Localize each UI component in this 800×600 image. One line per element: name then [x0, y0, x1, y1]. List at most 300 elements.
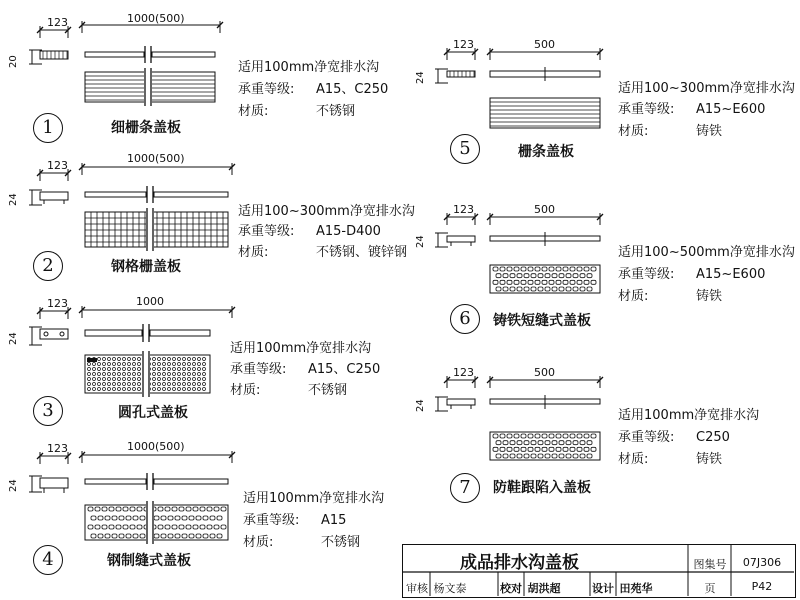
item7-plate-slot — [580, 454, 585, 458]
item4-plate-slot — [133, 534, 138, 538]
item3-plate-hole — [203, 373, 206, 376]
item4-dim-width: 123 — [47, 442, 68, 455]
item4-plate-slot — [123, 507, 128, 511]
item4-plate-slot — [189, 534, 194, 538]
item3-plate-hole — [178, 373, 181, 376]
item3-plate-hole — [108, 373, 111, 376]
item4-plate-slot — [165, 525, 170, 529]
item2-number: 2 — [33, 251, 63, 281]
item3-plate-hole — [193, 388, 196, 391]
item7-plate-slot — [517, 441, 522, 445]
item7-plate-slot — [587, 441, 592, 445]
item4-plate-slot — [189, 516, 194, 520]
item3-side-bar-left — [85, 330, 142, 336]
page-label: 页 — [704, 582, 716, 595]
item3-plate-hole — [193, 383, 196, 386]
item6-grade-label: 承重等级: — [618, 267, 675, 282]
item6-plate-slot — [531, 274, 536, 278]
item2-material: 不锈钢、镀锌钢 — [316, 245, 408, 260]
item3-plate-hole — [103, 388, 106, 391]
item4-plate-slot — [102, 507, 107, 511]
item6-material: 铸铁 — [696, 289, 723, 304]
item7-plate-slot — [521, 434, 526, 438]
item3-plate-hole — [138, 378, 141, 381]
item3-plate-hole — [193, 363, 196, 366]
item3-plate-hole — [103, 378, 106, 381]
item6-grade: A15~E600 — [696, 267, 766, 282]
item4-plate-slot — [221, 507, 226, 511]
item3-plate-hole — [93, 368, 96, 371]
item4-plate-slot — [168, 516, 173, 520]
item3-plate-hole — [118, 368, 121, 371]
item3-plate-hole — [128, 373, 131, 376]
item4-plate-slot — [179, 525, 184, 529]
item3-plate-hole — [133, 363, 136, 366]
item6-plate-slot — [591, 267, 596, 271]
item5-material: 铸铁 — [696, 124, 723, 139]
item3-plate-hole — [198, 373, 201, 376]
check-label: 校对 — [500, 582, 522, 595]
item6-plate-slot — [517, 274, 522, 278]
item6-plate-slot — [496, 274, 501, 278]
item3-plate-hole — [203, 383, 206, 386]
item3-plate-hole — [133, 368, 136, 371]
item4-plate-slot — [154, 516, 159, 520]
item4-plate-slot — [158, 507, 163, 511]
item6-name: 铸铁短缝式盖板 — [493, 313, 591, 329]
item4-section — [40, 478, 68, 488]
item3-plate-hole — [168, 373, 171, 376]
item7-plate-slot — [573, 454, 578, 458]
item3-plate-hole — [118, 358, 121, 361]
item4-plate-slot — [200, 525, 205, 529]
item4-plate-slot — [172, 525, 177, 529]
item3-plate-hole — [183, 388, 186, 391]
item6-plate-slot — [556, 267, 561, 271]
item4-plate-slot — [123, 525, 128, 529]
item7-plate-slot — [538, 454, 543, 458]
item3-plate-hole — [103, 363, 106, 366]
item7-plate-slot — [514, 447, 519, 451]
item6-plate-slot — [528, 267, 533, 271]
item3-plate-hole — [178, 358, 181, 361]
item6-plate-slot — [493, 280, 498, 284]
item3-plate-hole — [98, 383, 101, 386]
item4-plate-slot — [161, 516, 166, 520]
item6-dim-length: 500 — [534, 203, 555, 216]
item3-plate-hole — [198, 368, 201, 371]
item6-plate-slot — [587, 274, 592, 278]
item5-name: 栅条盖板 — [518, 144, 574, 160]
item7-plate-slot — [591, 447, 596, 451]
item3-plate-hole — [113, 368, 116, 371]
item6-plate-slot — [584, 267, 589, 271]
item3-plate-hole — [163, 368, 166, 371]
item5-section — [447, 71, 475, 77]
item7-material: 铸铁 — [696, 452, 723, 467]
item7-plate-slot — [563, 447, 568, 451]
item2-name: 钢格栅盖板 — [111, 259, 181, 275]
item2-grade: A15-D400 — [316, 224, 381, 239]
item6-plate-slot — [535, 267, 540, 271]
item3-plate-hole — [118, 383, 121, 386]
item3-plate-hole — [123, 378, 126, 381]
item3-plate-hole — [168, 358, 171, 361]
item3-plate-hole — [183, 368, 186, 371]
item3-plate-hole — [158, 383, 161, 386]
item6-plate-slot — [587, 287, 592, 291]
item3-plate-hole — [153, 388, 156, 391]
item3-plate-hole — [168, 363, 171, 366]
atlas-number-label: 图集号 — [693, 558, 727, 571]
item3-plate-hole — [163, 363, 166, 366]
item7-plate-slot — [503, 441, 508, 445]
sheet-title: 成品排水沟盖板 — [460, 553, 579, 573]
item3-plate-hole — [163, 373, 166, 376]
item3-plate-hole — [153, 378, 156, 381]
item3-plate-hole — [183, 358, 186, 361]
item3-plate-hole — [88, 368, 91, 371]
item6-plate-slot — [521, 280, 526, 284]
item4-plate-slot — [102, 525, 107, 529]
item2-dim-width: 123 — [47, 159, 68, 172]
item7-plate-slot — [549, 434, 554, 438]
page-number: P42 — [751, 580, 773, 593]
item4-plate-slot — [168, 534, 173, 538]
item2-dim-height: 24 — [8, 193, 19, 206]
item6-plate-slot — [528, 280, 533, 284]
item5-dim-length: 500 — [534, 38, 555, 51]
item3-plate-hole — [198, 358, 201, 361]
item3-plate-hole — [158, 373, 161, 376]
item6-plate-slot — [552, 287, 557, 291]
item3-plate-hole — [98, 388, 101, 391]
item3-plate-hole — [133, 383, 136, 386]
item3-plate-hole — [153, 383, 156, 386]
item4-grade: A15 — [321, 513, 347, 528]
item3-plate-hole — [93, 363, 96, 366]
item3-plate-hole — [168, 378, 171, 381]
item3-plate-hole — [153, 358, 156, 361]
item6-plate-slot — [552, 274, 557, 278]
item4-dim-height: 24 — [8, 479, 19, 492]
item6-plate-slot — [510, 287, 515, 291]
item7-plate-slot — [552, 441, 557, 445]
item7-plate-slot — [580, 441, 585, 445]
design-label: 设计 — [592, 582, 614, 595]
item4-plate-slot — [133, 516, 138, 520]
item7-plate-slot — [542, 434, 547, 438]
item7-plate-slot — [545, 441, 550, 445]
item4-plate-slot — [193, 507, 198, 511]
item1-section — [40, 51, 68, 59]
item4-plate-slot — [207, 507, 212, 511]
item4-plate-slot — [126, 516, 131, 520]
item7-plate-slot — [556, 447, 561, 451]
item4-plate-slot — [179, 507, 184, 511]
item5-plate — [490, 98, 600, 128]
item3-plate-hole — [198, 383, 201, 386]
item4-plate-slot — [165, 507, 170, 511]
item3-plate-hole — [93, 388, 96, 391]
item3-plate-hole — [118, 388, 121, 391]
item3-plate-hole — [103, 368, 106, 371]
item6-plate-slot — [545, 287, 550, 291]
item6-plate-slot — [507, 267, 512, 271]
item3-plate-hole — [173, 373, 176, 376]
item4-plate-slot — [214, 507, 219, 511]
item6-plate-slot — [500, 280, 505, 284]
item1-dim-height: 20 — [8, 55, 19, 68]
item3-plate-hole — [203, 378, 206, 381]
item4-plate-slot — [207, 525, 212, 529]
item4-dim-length: 1000(500) — [127, 440, 185, 453]
item4-plate-slot — [105, 516, 110, 520]
item3-plate-hole — [183, 378, 186, 381]
item7-plate-slot — [566, 441, 571, 445]
item3-plate-hole — [113, 358, 116, 361]
item7-plate-slot — [549, 447, 554, 451]
item3-plate-hole — [198, 363, 201, 366]
item6-plate-slot — [566, 274, 571, 278]
item7-plate-slot — [542, 447, 547, 451]
item4-plate-slot — [88, 525, 93, 529]
item4-plate-slot — [172, 507, 177, 511]
item7-plate-slot — [528, 447, 533, 451]
item3-plate-hole — [178, 368, 181, 371]
checker-name: 胡洪超 — [527, 582, 561, 595]
item3-material: 不锈钢 — [308, 383, 348, 398]
item6-plate-slot — [573, 274, 578, 278]
item3-plate-hole — [93, 373, 96, 376]
item4-plate-slot — [203, 516, 208, 520]
item4-plate-slot — [112, 516, 117, 520]
item6-plate-slot — [503, 274, 508, 278]
item7-height-dimline — [435, 397, 448, 411]
item3-plate-hole — [113, 383, 116, 386]
item6-plate-slot — [503, 287, 508, 291]
item6-plate-slot — [591, 280, 596, 284]
item6-section — [447, 236, 475, 242]
item3-plate-hole — [118, 378, 121, 381]
item6-plate-slot — [556, 280, 561, 284]
item2-side-bar-right — [154, 192, 228, 197]
item3-section-hole — [60, 332, 64, 336]
item3-plate-hole — [123, 363, 126, 366]
item3-plate-hole — [173, 368, 176, 371]
item3-plate-hole — [128, 358, 131, 361]
item4-plate-slot — [182, 534, 187, 538]
item3-plate-hole — [178, 383, 181, 386]
item3-plate-hole — [88, 363, 91, 366]
item4-side-bar-right — [154, 479, 228, 484]
item3-plate-hole — [138, 388, 141, 391]
item5-usage: 适用100~300mm净宽排水沟 — [618, 81, 795, 96]
item6-usage: 适用100~500mm净宽排水沟 — [618, 245, 795, 260]
item7-plate-slot — [584, 434, 589, 438]
item4-plate-slot — [193, 525, 198, 529]
item3-plate-hole — [113, 388, 116, 391]
item1-material: 不锈钢 — [316, 104, 356, 119]
item3-plate-hole — [203, 363, 206, 366]
item6-plate-slot — [542, 267, 547, 271]
item4-plate-slot — [91, 516, 96, 520]
item6-plate-slot — [559, 274, 564, 278]
item3-plate-hole — [188, 363, 191, 366]
item3-plate-hole — [203, 388, 206, 391]
item1-side-bar-left — [85, 52, 144, 57]
item5-dim-height: 24 — [415, 71, 426, 84]
item3-plate-hole — [118, 363, 121, 366]
item4-plate-slot — [95, 507, 100, 511]
item6-plate-slot — [524, 287, 529, 291]
item3-plate-hole — [153, 363, 156, 366]
item3-plate-hole — [198, 388, 201, 391]
item6-plate-slot — [542, 280, 547, 284]
item7-plate-slot — [552, 454, 557, 458]
item3-plate-hole — [88, 383, 91, 386]
item6-plate-slot — [514, 267, 519, 271]
item3-dim-length: 1000 — [136, 295, 164, 308]
item3-plate-hole — [193, 378, 196, 381]
item2-side-bar-left — [85, 192, 146, 197]
item3-plate-hole — [158, 378, 161, 381]
item7-plate-slot — [528, 434, 533, 438]
item4-plate-slot — [140, 516, 145, 520]
item6-plate-slot — [549, 267, 554, 271]
item7-plate-slot — [535, 447, 540, 451]
item6-dim-height: 24 — [415, 235, 426, 248]
item4-material-label: 材质: — [243, 535, 274, 550]
item3-material-label: 材质: — [230, 383, 261, 398]
item7-plate-slot — [524, 454, 529, 458]
item7-plate-slot — [563, 434, 568, 438]
item3-dim-width: 123 — [47, 297, 68, 310]
item3-plate-hole — [163, 383, 166, 386]
item3-plate-hole — [98, 378, 101, 381]
item7-usage: 适用100mm净宽排水沟 — [618, 408, 760, 423]
item4-plate-slot — [161, 534, 166, 538]
item3-plate-hole — [88, 388, 91, 391]
item6-plate-slot — [573, 287, 578, 291]
item3-usage: 适用100mm净宽排水沟 — [230, 341, 372, 356]
item3-plate-hole — [158, 363, 161, 366]
item6-plate-slot — [580, 274, 585, 278]
item6-plate-slot — [538, 274, 543, 278]
item3-plate-hole — [138, 358, 141, 361]
item3-plate-hole — [93, 378, 96, 381]
item3-grade: A15、C250 — [308, 362, 381, 377]
item3-plate-hole — [128, 388, 131, 391]
atlas-number: 07J306 — [742, 556, 782, 569]
item3-plate-hole — [128, 378, 131, 381]
item6-plate-slot — [517, 287, 522, 291]
item6-plate-slot — [500, 267, 505, 271]
item7-plate-slot — [570, 434, 575, 438]
item7-plate-slot — [577, 434, 582, 438]
item6-plate-slot — [531, 287, 536, 291]
item1-side-bar-right — [152, 52, 215, 57]
item3-section-hole — [44, 332, 48, 336]
item7-grade: C250 — [696, 430, 730, 445]
item1-usage: 适用100mm净宽排水沟 — [238, 60, 380, 75]
item3-plate-hole — [113, 378, 116, 381]
item6-number: 6 — [450, 304, 480, 334]
item7-number: 7 — [450, 473, 480, 503]
item7-plate-slot — [496, 454, 501, 458]
item7-plate-slot — [493, 447, 498, 451]
item3-plate-hole — [188, 358, 191, 361]
item4-number: 4 — [33, 545, 63, 575]
item7-plate-slot — [507, 447, 512, 451]
item3-plate-hole — [123, 388, 126, 391]
item3-name: 圆孔式盖板 — [118, 405, 188, 421]
item3-plate-hole — [168, 388, 171, 391]
item3-plate-hole — [108, 378, 111, 381]
item4-plate-slot — [186, 507, 191, 511]
item4-plate-slot — [158, 525, 163, 529]
item7-plate-slot — [510, 454, 515, 458]
item4-plate-slot — [217, 534, 222, 538]
item3-plate-hole — [173, 358, 176, 361]
item1-material-label: 材质: — [238, 104, 269, 119]
item7-plate-slot — [514, 434, 519, 438]
item7-plate-slot — [556, 434, 561, 438]
item4-plate-slot — [196, 516, 201, 520]
item3-plate-hole — [158, 358, 161, 361]
item3-plate-hole — [103, 383, 106, 386]
item3-plate-hole — [138, 368, 141, 371]
item4-plate-slot — [203, 534, 208, 538]
item3-dim-height: 24 — [8, 332, 19, 345]
item3-plate-hole — [108, 358, 111, 361]
item4-side-bar-left — [85, 479, 146, 484]
item3-plate-hole — [113, 373, 116, 376]
item5-height-dimline — [435, 69, 448, 83]
item7-section — [447, 399, 475, 405]
item5-material-label: 材质: — [618, 124, 649, 139]
item4-plate-slot — [175, 516, 180, 520]
item3-plate-hole — [93, 383, 96, 386]
item3-plate-hole — [158, 388, 161, 391]
item4-plate-slot — [137, 525, 142, 529]
item3-plate-hole — [113, 363, 116, 366]
item1-grade: A15、C250 — [316, 82, 389, 97]
item7-plate-slot — [517, 454, 522, 458]
item6-plate-slot — [577, 267, 582, 271]
item7-plate-slot — [584, 447, 589, 451]
item7-dim-width: 123 — [453, 366, 474, 379]
item6-plate-slot — [559, 287, 564, 291]
item3-plate-hole — [178, 363, 181, 366]
item3-plate-hole — [153, 373, 156, 376]
item1-number: 1 — [33, 113, 63, 143]
item3-plate-hole — [98, 373, 101, 376]
item7-plate-slot — [531, 454, 536, 458]
item7-plate-slot — [538, 441, 543, 445]
item4-plate-slot — [119, 516, 124, 520]
item6-plate-slot — [514, 280, 519, 284]
item7-plate-slot — [587, 454, 592, 458]
item4-plate-slot — [210, 516, 215, 520]
item3-plate-hole — [178, 388, 181, 391]
item3-plate-hole — [163, 388, 166, 391]
item3-plate-hole — [133, 388, 136, 391]
item2-section — [40, 192, 68, 200]
item5-grade: A15~E600 — [696, 102, 766, 117]
item4-plate-slot — [214, 525, 219, 529]
item2-material-label: 材质: — [238, 245, 269, 260]
